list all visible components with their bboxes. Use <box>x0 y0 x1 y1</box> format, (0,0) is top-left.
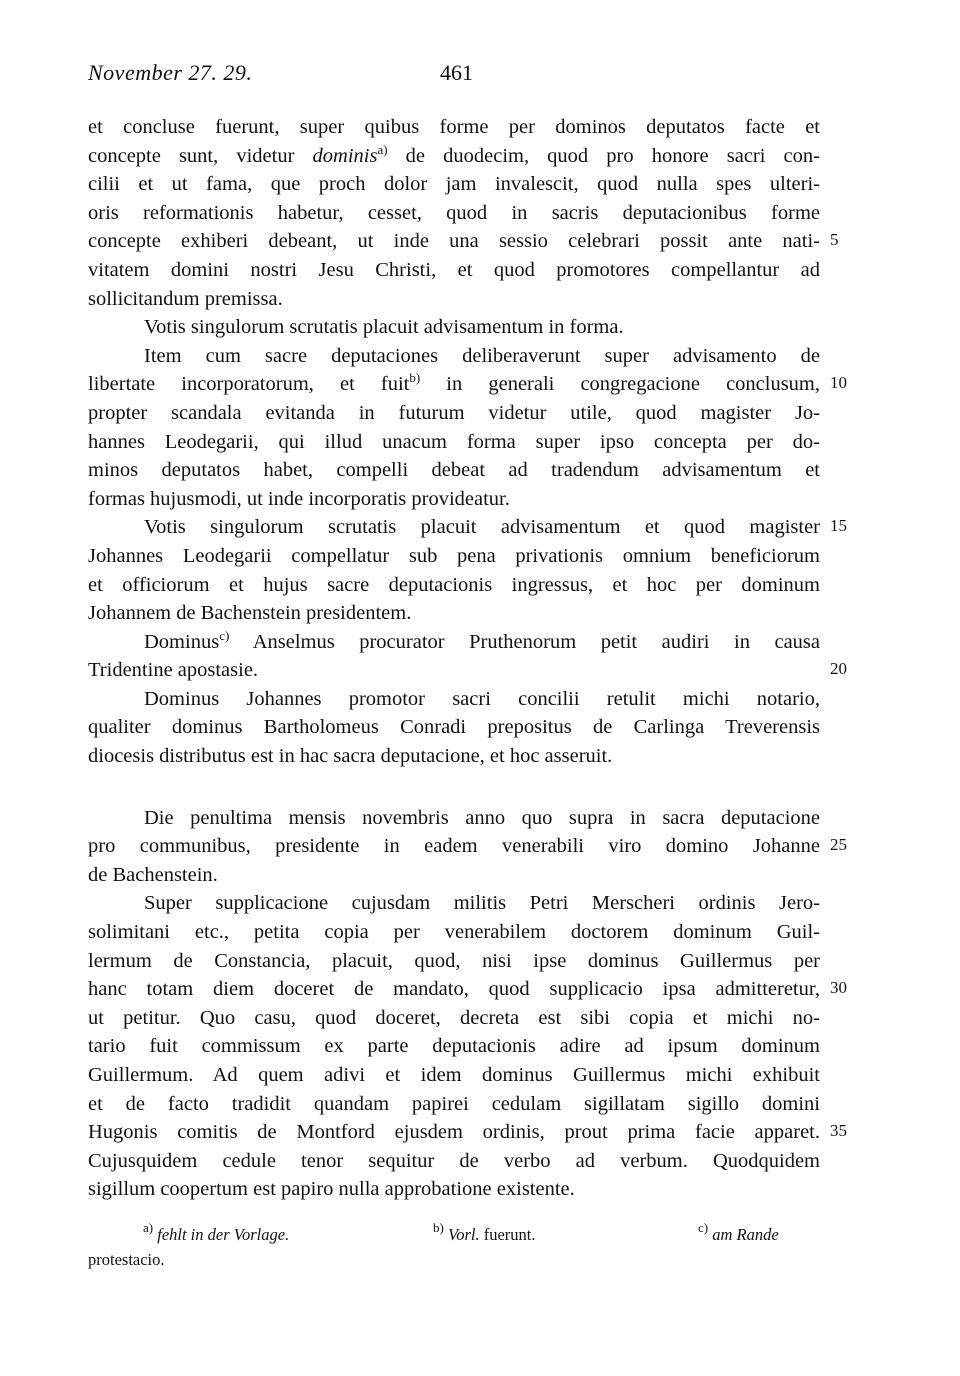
margin-line-number: 15 <box>830 516 847 535</box>
text-line: et officiorum et hujus sacre deputacionis ingressus, et hoc per dominum <box>88 573 820 596</box>
margin-line-number: 20 <box>830 659 847 678</box>
text-line: tario fuit commissum ex parte deputacionis adire ad ipsum dominum <box>88 1035 820 1058</box>
text-line: ut petitur. Quo casu, quod doceret, decreta est sibi copia et michi no- <box>88 1006 820 1029</box>
italic-word: dominis <box>312 144 378 167</box>
text-line: de Bachenstein. <box>88 863 218 886</box>
footnote-reference: a) <box>377 141 388 157</box>
text-line: solimitani etc., petita copia per venerabilem doctorem dominum Guil- <box>88 921 820 944</box>
text-line: qualiter dominus Bartholomeus Conradi prepositus de Carlinga Treverensis <box>88 716 820 739</box>
footnote-c-continuation: protestacio. <box>88 1250 165 1269</box>
text-line: diocesis distributus est in hac sacra deputacione, et hoc asseruit. <box>88 745 613 768</box>
margin-line-number: 25 <box>830 835 847 854</box>
text-line: Guillermum. Ad quem adivi et idem dominus Guillermus michi exhibuit <box>88 1064 820 1086</box>
footnote-a <box>143 1222 289 1247</box>
text-line: Cujusquidem cedule tenor sequitur de verbo ad verbum. Quodquidem <box>88 1149 820 1172</box>
footnote-row <box>88 1222 820 1247</box>
text-line: cilii et ut fama, que proch dolor jam invalescit, quod nulla spes ulteri- <box>88 173 820 196</box>
footnote-italic: am Rande <box>712 1225 779 1244</box>
text-line: Die penultima mensis novembris anno quo supra in sacra deputacione <box>144 806 820 829</box>
text-line: propter scandala evitanda in futurum videtur utile, quod magister Jo- <box>88 401 820 424</box>
text-line: et de facto tradidit quandam papirei cedulam sigillatam sigillo domini <box>88 1092 820 1115</box>
footnote-reference: b) <box>409 370 421 386</box>
text-line: concepte exhiberi debeant, ut inde una sessio celebrari possit ante nati- <box>88 230 820 253</box>
text-line: et concluse fuerunt, super quibus forme per dominos deputatos facte et <box>88 116 820 138</box>
text-line: sollicitandum premissa. <box>88 287 283 310</box>
footnote-mark: b) <box>433 1220 444 1235</box>
text-line: Votis singulorum scrutatis placuit advisamentum et quod magister <box>144 516 820 539</box>
text-line: Super supplicacione cujusdam militis Petri Merscheri ordinis Jero- <box>144 892 820 915</box>
margin-line-number: 10 <box>830 373 847 392</box>
footnote-mark: c) <box>698 1220 709 1235</box>
footnote-text: fuerunt. <box>483 1225 536 1244</box>
text-line: libertate incorporatorum, et fuit$^{b)}$ in generali congregacione conclusum, <box>88 370 821 396</box>
main-text <box>88 113 820 1204</box>
text-line: hannes Leodegarii, qui illud unacum forma super ipso concepta per do- <box>88 430 820 453</box>
text-line: Dominus$^{c)}$ Anselmus procurator Pruthenorum petit audiri in causa <box>144 627 820 653</box>
text-line: Votis singulorum scrutatis placuit advisamentum in forma. <box>144 316 624 339</box>
text-line: formas hujusmodi, ut inde incorporatis provideatur. <box>88 487 510 510</box>
margin-line-number: 35 <box>830 1121 847 1140</box>
margin-line-number: 30 <box>830 978 847 997</box>
footnote-italic: Vorl. <box>447 1225 480 1244</box>
text-line: minos deputatos habet, compelli debeat ad tradendum advisamentum et <box>88 459 820 482</box>
text-line: Johannes Leodegarii compellatur sub pena privationis omnium beneficiorum <box>88 544 820 567</box>
text-line: lermum de Constancia, placuit, quod, nisi ipse dominus Guillermus per <box>88 949 820 972</box>
page-number: 461 <box>440 60 473 85</box>
text-line: vitatem domini nostri Jesu Christi, et quod promotores compellantur ad <box>88 258 820 281</box>
text-line: Johannem de Bachenstein presidentem. <box>88 602 412 625</box>
text-line: hanc totam diem doceret de mandato, quod supplicacio ipsa admitteretur, <box>88 978 820 1001</box>
text-line: Dominus Johannes promotor sacri concilii retulit michi notario, <box>144 687 820 710</box>
text-line: Item cum sacre deputaciones deliberaverunt super advisamento de <box>144 344 820 367</box>
footnote-continuation <box>88 1247 820 1272</box>
margin-line-number: 5 <box>830 230 839 249</box>
footnote-text: fehlt in der Vorlage. <box>157 1225 290 1244</box>
footnote-mark: a) <box>143 1220 154 1235</box>
footnote-reference: c) <box>219 627 230 643</box>
text-line: pro communibus, presidente in eadem venerabili viro domino Johanne <box>88 835 820 858</box>
text-line: concepte sunt, videtur dominis$^{a)}$ de duodecim, quod pro honore sacri con- <box>88 141 820 167</box>
footnote-b <box>433 1222 536 1247</box>
footnote-c <box>698 1222 779 1247</box>
text-line: Tridentine apostasie. <box>88 659 259 682</box>
text-line: oris reformationis habetur, cesset, quod in sacris deputacionibus forme <box>88 201 820 224</box>
text-line: sigillum coopertum est papiro nulla approbatione existente. <box>88 1178 575 1201</box>
footnotes <box>88 1222 820 1272</box>
page-header <box>88 60 820 96</box>
running-head: November 27. 29. <box>88 60 253 85</box>
text-line: Hugonis comitis de Montford ejusdem ordinis, prout prima facie apparet. <box>88 1121 820 1144</box>
